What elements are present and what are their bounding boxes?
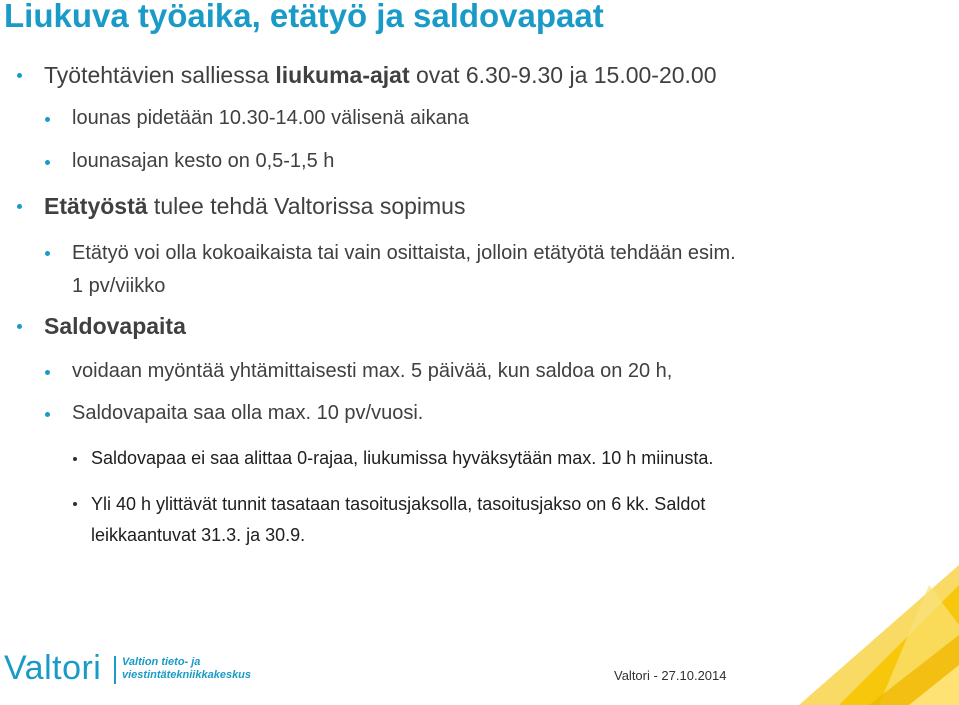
logo-subtitle — [122, 656, 251, 682]
bullet-dot — [45, 370, 50, 375]
bullet-text: Yli 40 h ylittävät tunnit tasataan tasoitusjaksolla, tasoitusjakso on 6 kk. Saldot — [91, 494, 706, 514]
bullet-saldovapaita-max — [72, 402, 423, 425]
bullet-dot — [17, 204, 22, 209]
bullet-etatyo-kokoaikaista — [72, 237, 736, 303]
bullet-yli-40h — [91, 489, 705, 551]
bullet-dot — [17, 324, 22, 329]
bullet-text: ovat 6.30-9.30 ja 15.00-20.00 — [409, 62, 717, 88]
bullet-text-continued: 1 pv/viikko — [72, 275, 166, 297]
bullet-dot — [73, 457, 77, 461]
bullet-saldovapaita — [44, 313, 186, 340]
bullet-nollaraja — [91, 448, 713, 469]
slide-title: Liukuva työaika, etätyö ja saldovapaat — [4, 0, 604, 34]
bullet-text: Työtehtävien salliessa — [44, 62, 276, 88]
bullet-dot — [73, 502, 77, 506]
bullet-lounasajan-kesto — [72, 150, 334, 173]
logo-divider — [114, 656, 116, 684]
corner-decoration-graphic — [759, 565, 959, 705]
logo-wordmark: Valtori — [4, 649, 102, 687]
bullet-bold-text: liukuma-ajat — [275, 62, 410, 88]
bullet-text: lounasajan kesto on 0,5-1,5 h — [72, 150, 335, 172]
bullet-dot — [45, 412, 50, 417]
bullet-text: Saldovapaita saa olla max. 10 pv/vuosi. — [72, 402, 424, 424]
bullet-bold-text: Saldovapaita — [44, 313, 186, 339]
bullet-text: Saldovapaa ei saa alittaa 0-rajaa, liukumissa hyväksytään max. 10 h miinusta. — [91, 448, 714, 468]
bullet-dot — [45, 160, 50, 165]
bullet-bold-text: Etätyöstä — [44, 193, 148, 219]
bullet-dot — [45, 251, 50, 256]
bullet-etatyosta — [44, 193, 465, 220]
bullet-text-continued: leikkaantuvat 31.3. ja 30.9. — [91, 525, 306, 545]
bullet-text: voidaan myöntää yhtämittaisesti max. 5 päivää, kun saldoa on 20 h, — [72, 360, 673, 382]
bullet-text: tulee tehdä Valtorissa sopimus — [147, 193, 466, 219]
bullet-dot — [45, 117, 50, 122]
logo-subtitle-line2: viestintätekniikkakeskus — [122, 669, 252, 681]
bullet-lounas — [72, 107, 469, 130]
logo-subtitle-line1: Valtion tieto- ja — [122, 656, 201, 668]
footer-date: Valtori - 27.10.2014 — [614, 668, 727, 683]
bullet-yhtamittaisesti — [72, 360, 672, 383]
bullet-dot — [17, 73, 22, 78]
bullet-text: Etätyö voi olla kokoaikaista tai vain osittaista, jolloin etätyötä tehdään esim. — [72, 242, 736, 264]
bullet-text: lounas pidetään 10.30-14.00 välisenä aikana — [72, 107, 469, 129]
bullet-liukuma-ajat — [44, 62, 717, 89]
